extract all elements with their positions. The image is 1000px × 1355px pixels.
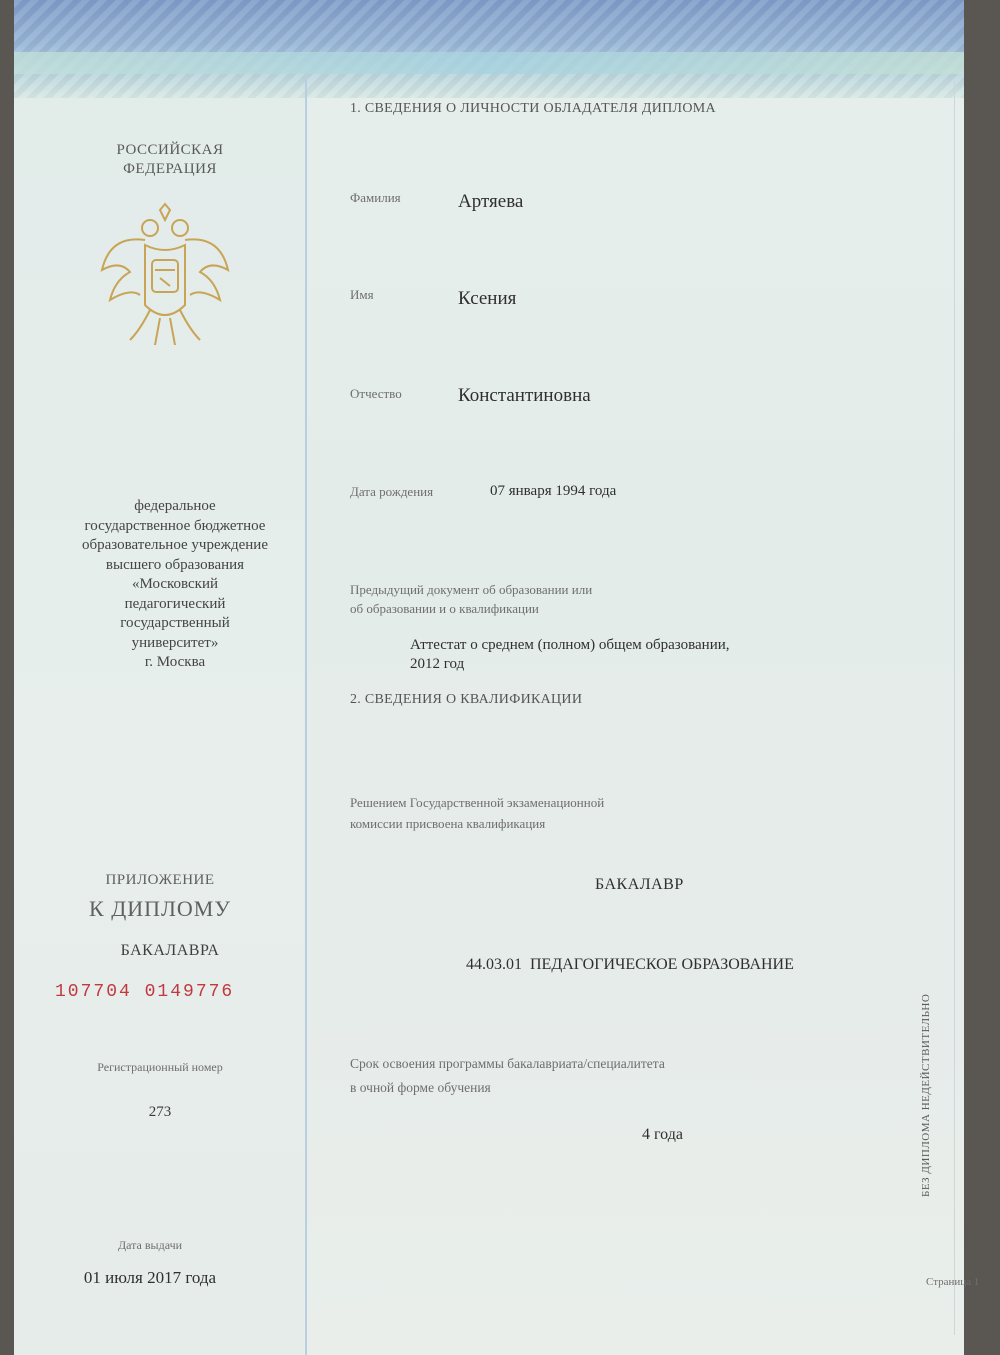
- previous-document-line: Аттестат о среднем (полном) общем образовании,: [410, 637, 730, 653]
- patronymic-value: Константиновна: [458, 385, 591, 406]
- supplement-heading-1: ПРИЛОЖЕНИЕ: [105, 872, 215, 888]
- study-duration-line: в очной форме обучения: [350, 1080, 491, 1095]
- institution-line: университет»: [131, 634, 219, 651]
- serial-number: 107704 0149776: [55, 982, 235, 1002]
- surname-label: Фамилия: [350, 190, 401, 205]
- commission-decision-label: [350, 792, 604, 834]
- section-1-title: 1. СВЕДЕНИЯ О ЛИЧНОСТИ ОБЛАДАТЕЛЯ ДИПЛОМА: [350, 101, 716, 116]
- institution-name: [50, 497, 300, 673]
- institution-line: федеральное: [134, 498, 216, 514]
- country-name: [100, 141, 240, 179]
- previous-document-label-line: об образовании и о квалификации: [350, 601, 539, 616]
- security-strip: [14, 52, 964, 74]
- institution-line: образовательное учреждение: [81, 537, 268, 553]
- birth-date-label: Дата рождения: [350, 484, 434, 499]
- commission-decision-line: комиссии присвоена квалификация: [350, 816, 546, 831]
- security-pattern-band: [14, 0, 964, 98]
- qualification-value: БАКАЛАВР: [595, 876, 684, 893]
- validity-note: БЕЗ ДИПЛОМА НЕДЕЙСТВИТЕЛЬНО: [920, 993, 932, 1197]
- study-duration-value: 4 года: [642, 1126, 683, 1143]
- institution-line: педагогический: [124, 595, 226, 612]
- institution-line: государственное бюджетное: [84, 517, 266, 534]
- country-line-1: РОССИЙСКАЯ: [116, 142, 224, 158]
- issue-date-label: Дата выдачи: [117, 1238, 183, 1252]
- birth-date-value: 07 января 1994 года: [490, 483, 617, 499]
- degree-level: БАКАЛАВРА: [120, 942, 220, 959]
- country-line-2: ФЕДЕРАЦИЯ: [123, 161, 217, 177]
- column-divider: [305, 74, 307, 1355]
- commission-decision-line: Решением Государственной экзаменационной: [350, 795, 605, 810]
- issue-date: 01 июля 2017 года: [83, 1268, 217, 1287]
- previous-document-line: 2012 год: [410, 656, 465, 672]
- institution-line: г. Москва: [144, 654, 206, 670]
- surname-value: Артяева: [458, 191, 524, 212]
- name-label: Имя: [350, 287, 374, 302]
- registration-label: Регистрационный номер: [97, 1060, 223, 1074]
- previous-document-value: [410, 636, 730, 674]
- institution-line: государственный: [120, 615, 230, 631]
- right-margin-rule: [954, 80, 955, 1335]
- program-value: 44.03.01 ПЕДАГОГИЧЕСКОЕ ОБРАЗОВАНИЕ: [466, 956, 794, 973]
- previous-document-label-line: Предыдущий документ об образовании или: [350, 582, 593, 597]
- coat-of-arms-emblem: [90, 200, 240, 350]
- study-duration-line: Срок освоения программы бакалавриата/специалитета: [350, 1056, 665, 1071]
- previous-document-label: [350, 580, 592, 618]
- institution-line: высшего образования: [105, 556, 245, 573]
- registration-number: 273: [148, 1104, 172, 1120]
- institution-line: «Московский: [131, 576, 218, 592]
- patronymic-label: Отчество: [350, 386, 402, 401]
- supplement-heading-2: К ДИПЛОМУ: [89, 896, 231, 921]
- study-duration-label: [350, 1052, 665, 1100]
- section-2-title: 2. СВЕДЕНИЯ О КВАЛИФИКАЦИИ: [350, 692, 583, 707]
- name-value: Ксения: [458, 288, 517, 309]
- page-number: Страница 1: [926, 1276, 980, 1288]
